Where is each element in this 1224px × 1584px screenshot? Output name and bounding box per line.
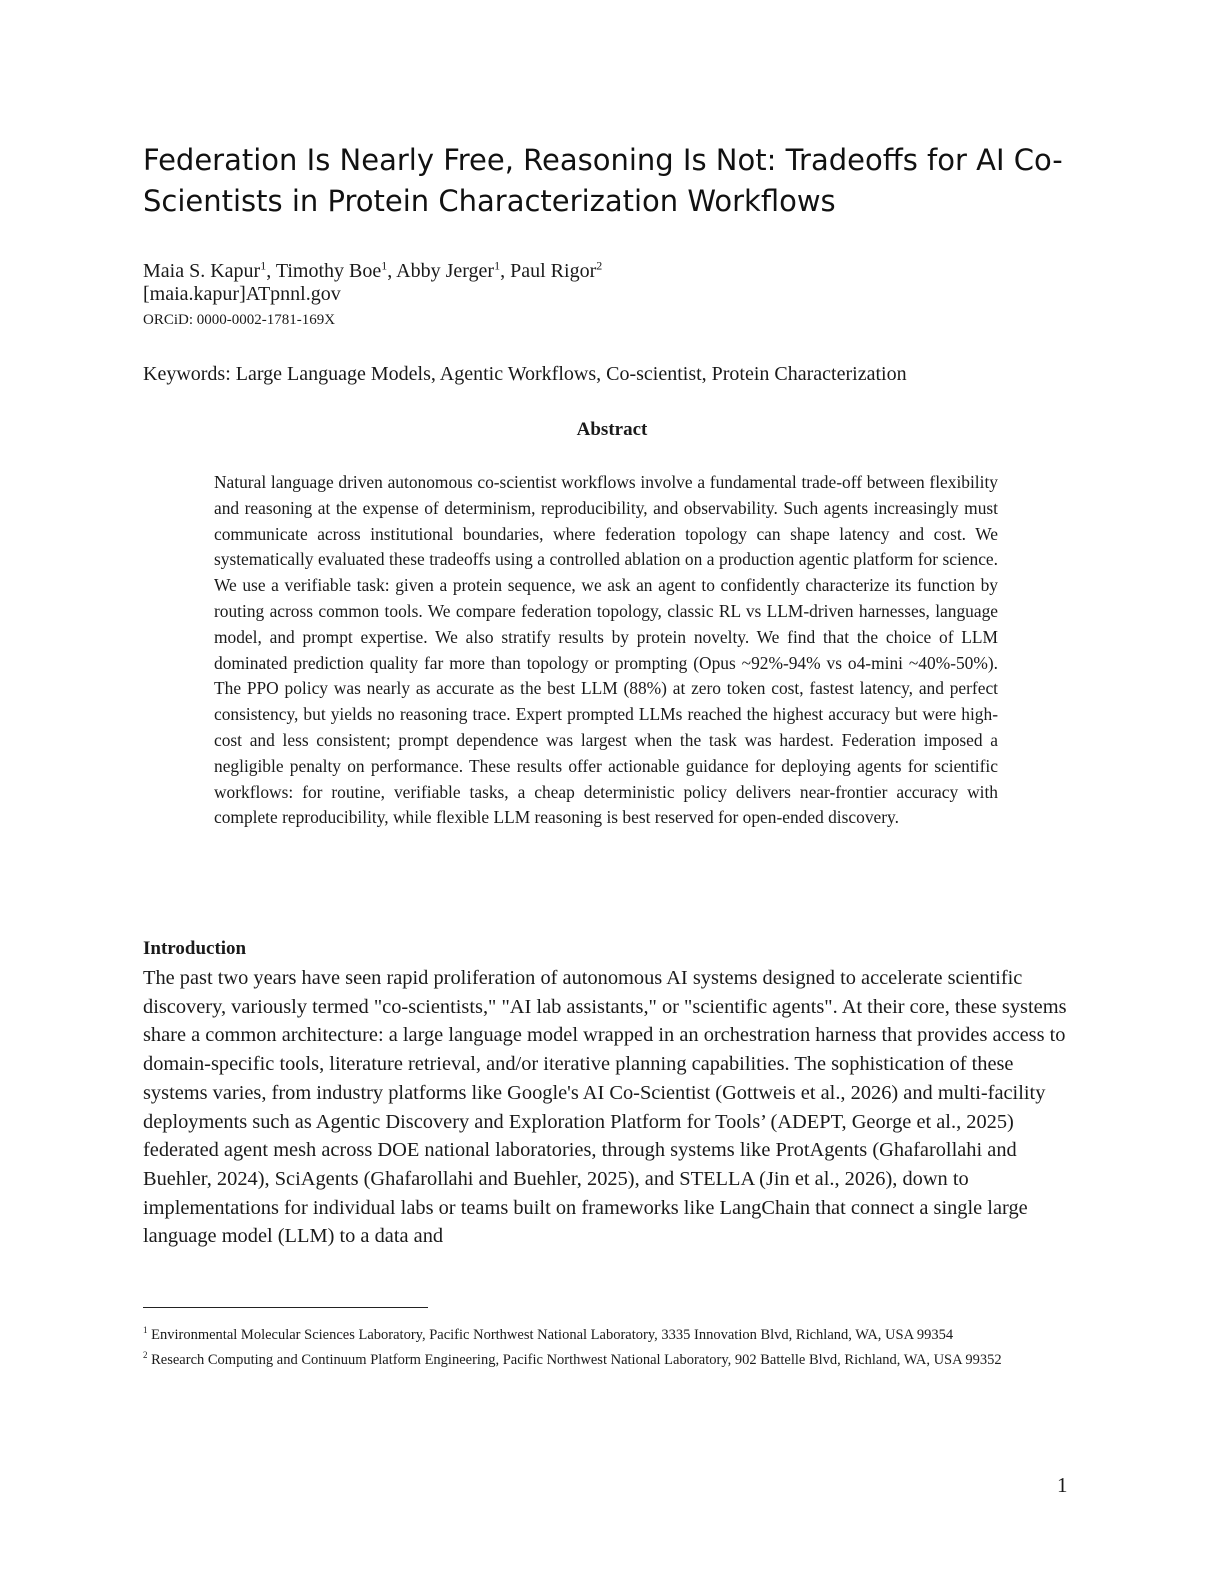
abstract-heading: Abstract: [576, 419, 648, 440]
author: Abby Jerger$^1$,: [396, 258, 511, 282]
footnote-divider: [143, 1307, 428, 1308]
author: Maia S. Kapur$^1$,: [143, 258, 276, 282]
author: Timothy Boe$^1$,: [275, 258, 397, 282]
author-email: [maia.kapur]ATpnnl.gov: [143, 283, 341, 305]
author: Paul Rigor$^2$: [510, 258, 603, 282]
footnote: $^1$ Environmental Molecular Sciences Laboratory, Pacific Northwest National Laboratory, 3335 Innovation Blvd, Richland, WA, USA 99354: [143, 1325, 954, 1343]
author-list: [143, 252, 1063, 284]
footnotes: [143, 1320, 1063, 1371]
page-number: 1: [1057, 1473, 1068, 1497]
author-orcid: ORCiD: 0000-0002-1781-169X: [143, 312, 336, 328]
paper-title: Federation Is Nearly Free, Reasoning Is Not: Tradeoffs for AI Co-Scientists in Protein Characterization Workflows: [143, 143, 1063, 218]
introduction-body: The past two years have seen rapid proliferation of autonomous AI systems designed to accelerate scientific discovery, variously termed "co-scientists," "AI lab assistants," or "scientific agents". At their core, these systems share a common architecture: a large language model wrapped in an orchestration harness that provides access to domain-specific tools, literature retrieval, and/or iterative planning capabilities. The sophistication of these systems varies, from industry platforms like Google's AI Co-Scientist (Gottweis et al., 2026) and multi-facility deployments such as Agentic Discovery and Exploration Platform for Tools’ (ADEPT, George et al., 2025) federated agent mesh across DOE national laboratories, through systems like ProtAgents (Ghafarollahi and Buehler, 2024), SciAgents (Ghafarollahi and Buehler, 2025), and STELLA (Jin et al., 2026), down to implementations for individual labs or teams built on frameworks like LangChain that connect a single large language model (LLM) to a data and: [143, 967, 1067, 1248]
abstract-body: Natural language driven autonomous co-scientist workflows involve a fundamental trade-off between flexibility and reasoning at the expense of determinism, reproducibility, and observability. Such agents increasingly must communicate across institutional boundaries, where federation topology can shape latency and cost. We systematically evaluated these tradeoffs using a controlled ablation on a production agentic platform for science. We use a verifiable task: given a protein sequence, we ask an agent to confidently characterize its function by routing across common tools. We compare federation topology, classic RL vs LLM-driven harnesses, language model, and prompt expertise. We also stratify results by protein novelty. We find that the choice of LLM dominated prediction quality far more than topology or prompting (Opus ~92%-94% vs o4-mini ~40%-50%). The PPO policy was nearly as accurate as the best LLM (88%) at zero token cost, fastest latency, and perfect consistency, but yields no reasoning trace. Expert prompted LLMs reached the highest accuracy but were high-cost and less consistent; prompt dependence was largest when the task was hardest. Federation imposed a negligible penalty on performance. These results offer actionable guidance for deploying agents for scientific workflows: for routine, verifiable tasks, a cheap deterministic policy delivers near-frontier accuracy with complete reproducibility, while flexible LLM reasoning is best reserved for open-ended discovery.: [214, 472, 998, 828]
footnote: $^2$ Research Computing and Continuum Platform Engineering, Pacific Northwest National Laboratory, 902 Battelle Blvd, Richland, WA, USA 99352: [143, 1350, 1002, 1369]
introduction-heading: Introduction: [143, 938, 247, 959]
keywords: Keywords: Large Language Models, Agentic Workflows, Co-scientist, Protein Characterization: [143, 363, 907, 385]
